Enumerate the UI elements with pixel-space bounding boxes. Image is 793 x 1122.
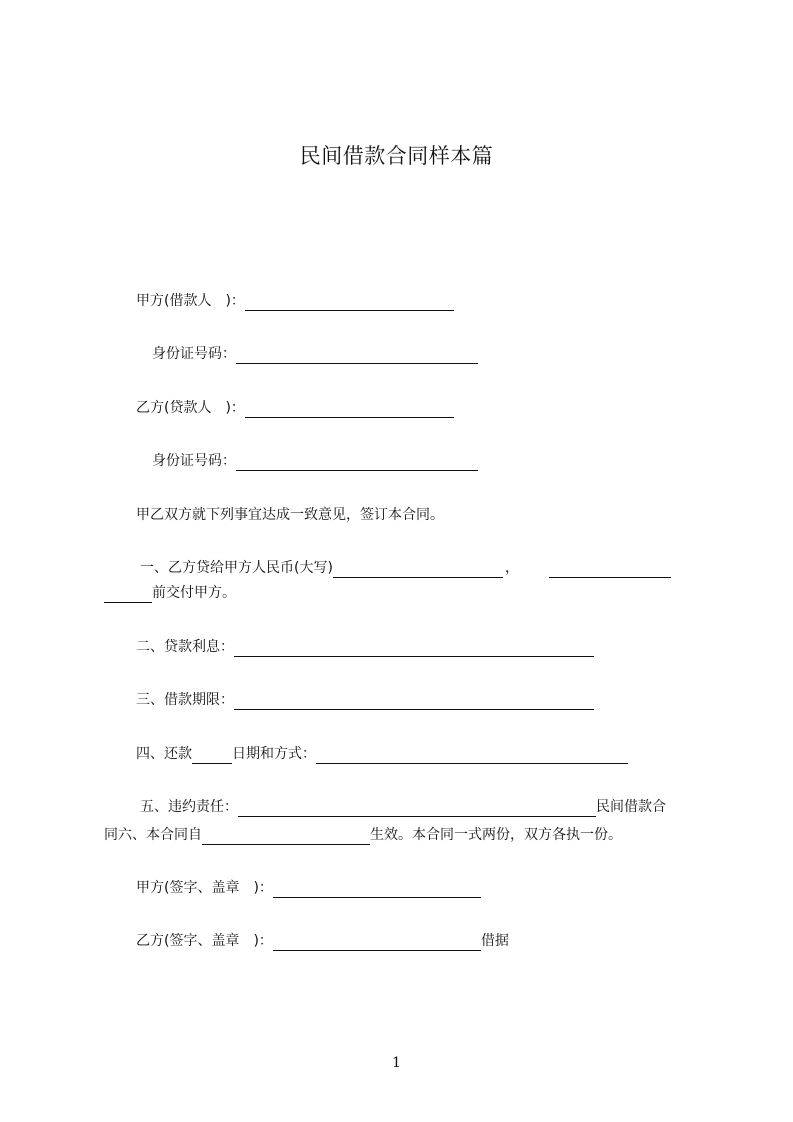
id-line-1	[152, 344, 478, 364]
term-blank[interactable]	[234, 693, 594, 710]
page-number: 1	[392, 1055, 401, 1071]
sign-b-line	[136, 931, 509, 951]
clause5-tail: 民间借款合	[596, 799, 666, 815]
effective-blank[interactable]	[202, 828, 370, 845]
interest-blank[interactable]	[234, 640, 594, 657]
intro-text: 甲乙双方就下列事宜达成一致意见，签订本合同。	[136, 507, 444, 523]
id-label-2: 身份证号码：	[152, 453, 236, 469]
sign-b-blank[interactable]	[273, 934, 481, 951]
party-a-blank[interactable]	[245, 294, 454, 311]
date-blank-part2[interactable]	[104, 586, 152, 603]
repay-blank[interactable]	[192, 747, 232, 764]
clause4-label-b: 日期和方式：	[232, 746, 316, 762]
id-label-1: 身份证号码：	[152, 346, 236, 362]
clause3-label: 三、借款期限：	[136, 692, 234, 708]
breach-blank[interactable]	[238, 800, 596, 817]
clause1-comma: ，	[504, 560, 519, 576]
clause3-line	[136, 690, 594, 710]
party-a-line	[136, 291, 454, 311]
clause2-line	[136, 637, 594, 657]
clause6-label: 同六、本合同自	[104, 827, 202, 843]
clause5-line	[140, 797, 666, 817]
id-blank-1[interactable]	[236, 347, 478, 364]
clause6-line	[104, 825, 622, 845]
id-blank-2[interactable]	[236, 454, 478, 471]
intro-line	[136, 505, 444, 525]
party-b-label: 乙方(贷款人 )：	[136, 400, 245, 416]
clause6-tail: 生效。本合同一式两份，双方各执一份。	[370, 827, 622, 843]
sign-b-label: 乙方(签字、盖章 )：	[136, 933, 273, 949]
sign-a-label: 甲方(签字、盖章 )：	[136, 880, 273, 896]
sign-a-line	[136, 878, 481, 898]
clause1-cont-text: 前交付甲方。	[152, 585, 236, 601]
party-b-blank[interactable]	[245, 401, 454, 418]
clause4-label: 四、还款	[136, 746, 192, 762]
id-line-2	[152, 451, 478, 471]
sign-a-blank[interactable]	[273, 881, 481, 898]
clause5-label: 五、违约责任：	[140, 799, 238, 815]
party-b-line	[136, 398, 454, 418]
clause2-label: 二、贷款利息：	[136, 639, 234, 655]
clause1-line	[140, 558, 671, 578]
clause4-line	[136, 744, 628, 764]
sign-b-tail: 借据	[480, 933, 509, 949]
party-a-label: 甲方(借款人 )：	[136, 293, 245, 309]
repay-method-blank[interactable]	[316, 747, 628, 764]
date-blank-part1[interactable]	[549, 561, 671, 578]
clause1-cont-line	[104, 583, 236, 603]
amount-blank[interactable]	[333, 561, 503, 578]
document-title: 民间借款合同样本篇	[299, 144, 494, 168]
clause1-text: 一、乙方贷给甲方人民币(大写)	[140, 560, 333, 576]
